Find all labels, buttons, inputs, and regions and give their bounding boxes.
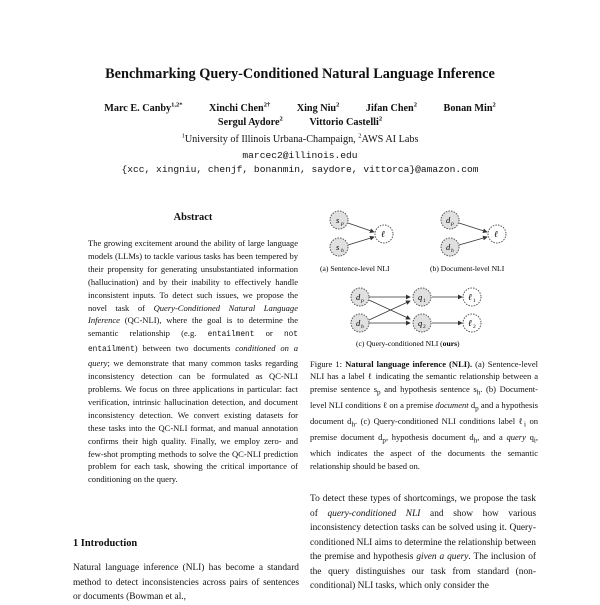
node-subscript: p <box>451 221 454 227</box>
author-emails-group[interactable]: {xcc, xingniu, chenjf, bonanmin, saydore, vittorca}@amazon.com <box>121 164 479 175</box>
author-list-line-2 <box>0 117 600 128</box>
node-label: d <box>356 292 361 302</box>
author: Bonan Min$^2$ <box>443 101 496 114</box>
author: Marc E. Canby$^{1,2*}$ <box>104 101 183 114</box>
node-subscript: p <box>361 298 364 304</box>
query-conditioned-nli-graph <box>351 288 481 332</box>
node-label: ℓ <box>468 292 472 302</box>
author: Jifan Chen$^2$ <box>365 101 417 114</box>
node-label: d <box>356 318 361 328</box>
abstract-heading: Abstract <box>173 212 213 223</box>
node-subscript: 1 <box>473 298 476 304</box>
introduction-text: Natural language inference (NLI) has become a standard method to detect inconsistencies across pairs of sentences or documents (Bowman et al., <box>73 563 299 602</box>
body-text-right-column: To detect these types of shortcomings, we propose the task of query-conditioned NLI and show how various inconsistency detection tasks can be solved using it. Query-conditioned NLI aims to determine the relationship between the premise and hypothesis given a query. The inclusion of the query distinguishes our task from standard (non-conditional) NLI tasks, which only consider the <box>310 494 537 591</box>
node-subscript: h <box>451 248 454 254</box>
node-label: ℓ <box>494 229 498 239</box>
document-level-nli-graph <box>441 211 506 256</box>
section-heading-introduction: 1 Introduction <box>73 538 138 549</box>
sentence-level-nli-graph <box>330 211 393 256</box>
node-label: s <box>336 242 340 252</box>
label-1-node <box>463 288 481 306</box>
paper-title: Benchmarking Query-Conditioned Natural Language Inference <box>105 66 495 82</box>
subfigure-c-caption: (c) Query-conditioned NLI (ours) <box>356 339 460 348</box>
node-label: ℓ <box>381 229 385 239</box>
figure-1-nli-diagram <box>310 205 538 355</box>
node-label: q <box>418 318 423 328</box>
author: Sergul Aydore$^2$ <box>217 115 283 128</box>
node-subscript: p <box>341 221 344 227</box>
author: Xing Niu$^2$ <box>296 101 340 114</box>
subfigure-a-caption: (a) Sentence-level NLI <box>320 264 390 273</box>
node-label: d <box>446 215 451 225</box>
author-list-line-1 <box>0 103 600 114</box>
node-label: s <box>336 215 340 225</box>
label-2-node <box>463 314 481 332</box>
subfigure-b-caption: (b) Document-level NLI <box>430 264 505 273</box>
node-subscript: 1 <box>423 298 426 304</box>
figure-1-caption: Figure 1: Natural language inference (NLI). (a) Sentence-level NLI has a label ℓ indicating the semantic relationship between a premise sentence $s_p$ and hypothesis sentence $s_h$. (b) Document-level NLI conditions ℓ on a premise document $d_p$ and a hypothesis document $d_h$. (c) Query-conditioned NLI conditions label ℓ$_i$ on premise document $d_p$, hypothesis document $d_h$, and a query $q_i$, which indicates the aspect of the documents the semantic relationship should be based on. <box>310 359 539 471</box>
node-label: q <box>418 292 423 302</box>
author: Xinchi Chen$^{2\dagger}$ <box>209 101 271 114</box>
author: Vittorio Castelli$^2$ <box>309 115 383 128</box>
affiliations: $^1$University of Illinois Urbana-Champaign, $^2$AWS AI Labs <box>181 132 419 145</box>
node-label: d <box>446 242 451 252</box>
node-subscript: 2 <box>473 324 476 330</box>
node-subscript: h <box>341 248 344 254</box>
abstract-text: The growing excitement around the ability of large language models (LLMs) to tackle various tasks has been tempered by their propensity for generating unsubstantiated information (hallucination) and by their inability to effectively handle inconsistent inputs. To detect such issues, we propose the novel task of Query-Conditioned Natural Language Inference (QC-NLI), where the goal is to determine the semantic relationship (e.g. entailment or not entailment) between two documents conditioned on a query; we demonstrate that many common tasks regarding inconsistency detection can be formulated as QC-NLI problems. We focus on three applications in particular: fact verification, intrinsic hallucination detection, and document inconsistency detection. We convert existing datasets for these tasks into the QC-NLI format, and manual annotation confirms their high quality. Finally, we employ zero- and few-shot prompting methods to solve the QC-NLI prediction problem for each task, showing the critical importance of conditioning on the query. <box>88 238 298 485</box>
node-label: ℓ <box>468 318 472 328</box>
node-subscript: 2 <box>423 324 426 330</box>
author-email[interactable]: marcec2@illinois.edu <box>242 150 358 161</box>
node-subscript: h <box>361 324 364 330</box>
